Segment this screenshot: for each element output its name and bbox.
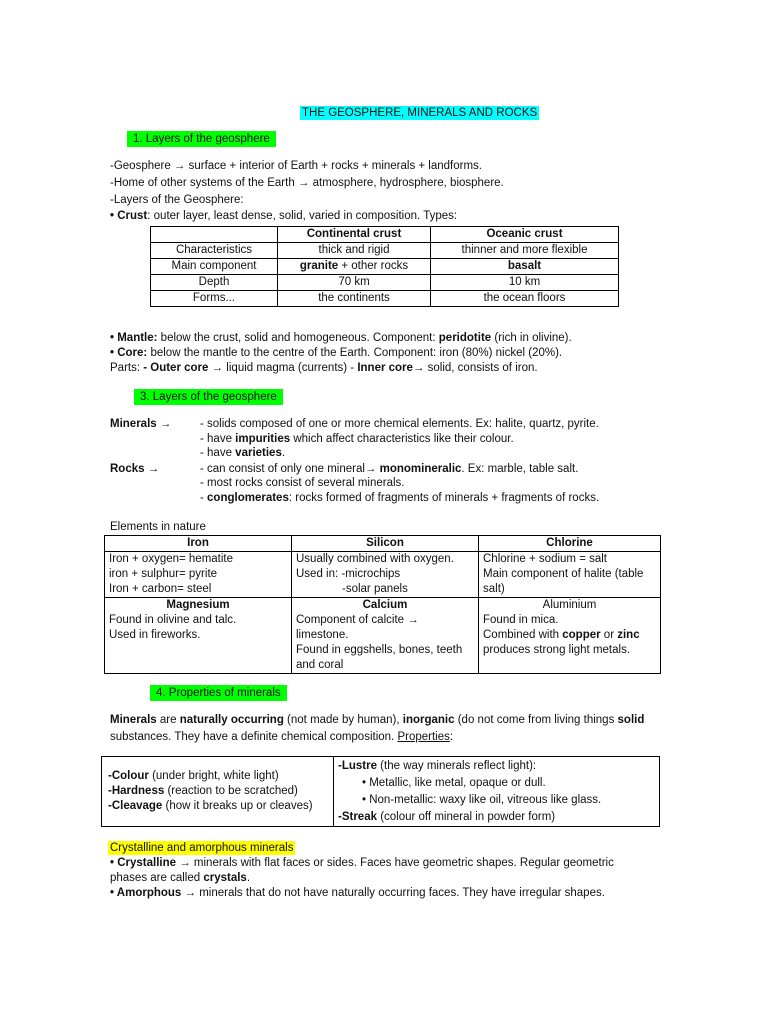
properties-left-cell xyxy=(102,757,334,827)
cell: thinner and more flexible xyxy=(431,243,619,259)
cell-line: Combined with copper or zinc xyxy=(483,629,640,641)
cell-line: -solar panels xyxy=(342,583,408,595)
iron-header: Iron xyxy=(105,536,292,552)
cell-line: Chlorine + sodium = salt xyxy=(483,553,608,565)
home-systems-line: -Home of other systems of the Earth → atmosphere, hydrosphere, biosphere. xyxy=(110,177,504,189)
calcium-cell xyxy=(292,613,479,674)
cell-line: and coral xyxy=(296,659,344,671)
page-title: THE GEOSPHERE, MINERALS AND ROCKS xyxy=(302,107,538,119)
cell-line: Found in mica. xyxy=(483,614,559,626)
cell: thick and rigid xyxy=(278,243,431,259)
colour-property: -Colour (under bright, white light) xyxy=(108,770,279,782)
properties-right-cell xyxy=(334,757,660,827)
aluminium-header: Aluminium xyxy=(479,598,661,614)
section1-heading: 1. Layers of the geosphere xyxy=(127,132,276,147)
calcium-header: Calcium xyxy=(292,598,479,614)
lustre-metallic: • Metallic, like metal, opaque or dull. xyxy=(362,777,546,789)
magnesium-cell xyxy=(105,613,292,674)
section4-heading: 4. Properties of minerals xyxy=(150,686,287,701)
crust-table-empty-header xyxy=(151,227,278,243)
cell-line: limestone. xyxy=(296,629,349,641)
row-label: Forms... xyxy=(151,291,278,307)
silicon-header: Silicon xyxy=(292,536,479,552)
cell-line: Component of calcite → xyxy=(296,614,419,626)
rocks-line-1: - can consist of only one mineral→ monomineralic. Ex: marble, table salt. xyxy=(200,463,579,475)
cell-line: Found in olivine and talc. xyxy=(109,614,237,626)
cell-line: produces strong light metals. xyxy=(483,644,631,656)
cell: the ocean floors xyxy=(431,291,619,307)
cell: basalt xyxy=(431,259,619,275)
cell: granite + other rocks xyxy=(278,259,431,275)
hardness-property: -Hardness (reaction to be scratched) xyxy=(108,785,298,797)
cell-line: iron + sulphur= pyrite xyxy=(109,568,218,580)
cell: 70 km xyxy=(278,275,431,291)
amorphous-line: • Amorphous → minerals that do not have naturally occurring faces. They have irregular shapes. xyxy=(110,887,605,899)
cell-line: Main component of halite (table xyxy=(483,568,644,580)
table-row xyxy=(151,259,619,275)
layers-line: -Layers of the Geosphere: xyxy=(110,194,244,206)
lustre-non-metallic: • Non-metallic: waxy like oil, vitreous like glass. xyxy=(362,794,602,806)
cell-line: Iron + oxygen= hematite xyxy=(109,553,234,565)
mantle-line: • Mantle: below the crust, solid and homogeneous. Component: peridotite (rich in olivine). xyxy=(110,332,572,344)
geosphere-line: -Geosphere → surface + interior of Earth + rocks + minerals + landforms. xyxy=(110,160,482,172)
cell-line: salt) xyxy=(483,583,505,595)
elements-table xyxy=(104,535,661,674)
elements-caption: Elements in nature xyxy=(110,521,206,533)
oceanic-crust-header: Oceanic crust xyxy=(431,227,619,243)
streak-property: -Streak (colour off mineral in powder form) xyxy=(338,811,556,823)
lustre-property: -Lustre (the way minerals reflect light): xyxy=(338,760,537,772)
minerals-line-2: - have impurities which affect characteristics like their colour. xyxy=(200,433,514,445)
row-label: Depth xyxy=(151,275,278,291)
cell-line: Used in fireworks. xyxy=(109,629,201,641)
crystalline-line: • Crystalline → minerals with flat faces or sides. Faces have geometric shapes. Regular geometric xyxy=(110,857,614,869)
table-row xyxy=(151,275,619,291)
minerals-line-1: - solids composed of one or more chemical elements. Ex: halite, quartz, pyrite. xyxy=(200,418,599,430)
row-label: Characteristics xyxy=(151,243,278,259)
parts-line: Parts: - Outer core → liquid magma (currents) - Inner core→ solid, consists of iron. xyxy=(110,362,538,374)
cell-line: Iron + carbon= steel xyxy=(109,583,212,595)
core-line: • Core: below the mantle to the centre of the Earth. Component: iron (80%) nickel (20%). xyxy=(110,347,563,359)
rocks-label: Rocks → xyxy=(110,463,160,475)
continental-crust-header: Continental crust xyxy=(278,227,431,243)
cell: 10 km xyxy=(431,275,619,291)
cleavage-property: -Cleavage (how it breaks up or cleaves) xyxy=(108,800,313,812)
section3-heading: 3. Layers of the geosphere xyxy=(134,390,283,405)
rocks-line-2: - most rocks consist of several minerals. xyxy=(200,477,405,489)
magnesium-header: Magnesium xyxy=(105,598,292,614)
section5-heading: Crystalline and amorphous minerals xyxy=(110,842,294,854)
chlorine-cell xyxy=(479,552,661,598)
rocks-line-3: - conglomerates: rocks formed of fragments of minerals + fragments of rocks. xyxy=(200,492,600,504)
aluminium-cell xyxy=(479,613,661,674)
cell-line: Found in eggshells, bones, teeth xyxy=(296,644,463,656)
minerals-def-line-2: substances. They have a definite chemical composition. Properties: xyxy=(110,731,454,743)
crust-line: • Crust: outer layer, least dense, solid, varied in composition. Types: xyxy=(110,210,458,222)
minerals-label: Minerals → xyxy=(110,418,172,430)
crust-table xyxy=(150,226,619,307)
properties-table xyxy=(101,756,660,827)
silicon-cell xyxy=(292,552,479,598)
cell-line: Used in: -microchips xyxy=(296,568,401,580)
table-row xyxy=(151,243,619,259)
cell-line: Usually combined with oxygen. xyxy=(296,553,454,565)
table-row xyxy=(151,291,619,307)
minerals-def-line-1: Minerals are naturally occurring (not made by human), inorganic (do not come from living things solid xyxy=(110,714,645,726)
minerals-line-3: - have varieties. xyxy=(200,447,286,459)
iron-cell xyxy=(105,552,292,598)
cell: the continents xyxy=(278,291,431,307)
row-label: Main component xyxy=(151,259,278,275)
chlorine-header: Chlorine xyxy=(479,536,661,552)
crystalline-line-2: phases are called crystals. xyxy=(110,872,251,884)
